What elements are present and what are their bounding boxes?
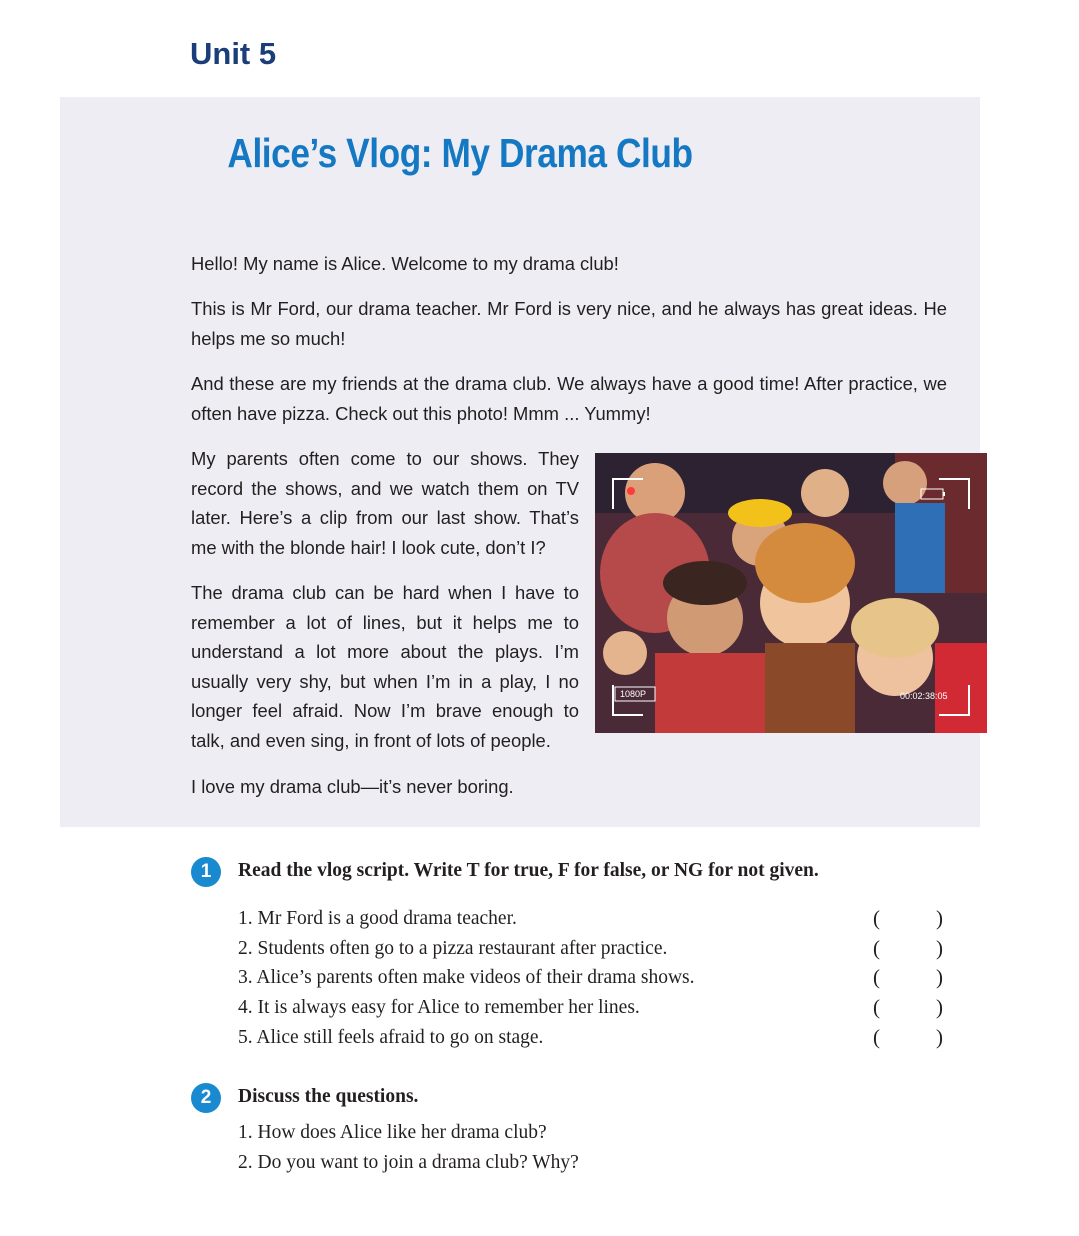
- question-item: 2. Students often go to a pizza restaurant after practice.: [238, 938, 668, 959]
- answer-close-paren: ): [936, 995, 943, 1019]
- exercise-number-badge: 1: [191, 857, 221, 887]
- vlog-paragraph: I love my drama club—it’s never boring.: [191, 776, 514, 797]
- answer-blank[interactable]: [873, 995, 943, 1020]
- discussion-question: 2. Do you want to join a drama club? Why?: [238, 1152, 579, 1173]
- answer-blank[interactable]: [873, 965, 943, 990]
- exercise-instruction: Discuss the questions.: [238, 1086, 419, 1107]
- answer-open-paren: (: [873, 936, 880, 960]
- vlog-paragraph: And these are my friends at the drama club. We always have a good time! After practice, we often have pizza. Check out this photo! Mmm ... Yummy!: [191, 373, 947, 424]
- answer-open-paren: (: [873, 995, 880, 1019]
- answer-close-paren: ): [936, 1025, 943, 1049]
- answer-close-paren: ): [936, 965, 943, 989]
- answer-blank[interactable]: [873, 1025, 943, 1050]
- answer-open-paren: (: [873, 965, 880, 989]
- answer-close-paren: ): [936, 906, 943, 930]
- answer-blank[interactable]: [873, 906, 943, 931]
- question-item: 1. Mr Ford is a good drama teacher.: [238, 908, 517, 929]
- answer-blank[interactable]: [873, 936, 943, 961]
- answer-open-paren: (: [873, 1025, 880, 1049]
- answer-open-paren: (: [873, 906, 880, 930]
- answer-close-paren: ): [936, 936, 943, 960]
- vlog-paragraph: Hello! My name is Alice. Welcome to my drama club!: [191, 253, 619, 274]
- exercise-instruction: Read the vlog script. Write T for true, F for false, or NG for not given.: [238, 860, 819, 881]
- drama-club-video-still: [595, 453, 987, 733]
- resolution-label: 1080P: [620, 689, 647, 699]
- vlog-paragraph: The drama club can be hard when I have to remember a lot of lines, but it helps me to understand a lot more about the plays. I’m usually very shy, but when I’m in a play, I no longer feel afraid. Now I’m brave enough to talk, and even sing, in front of lots of people.: [191, 582, 579, 751]
- vlog-title: Alice’s Vlog: My Drama Club: [227, 130, 693, 176]
- timecode-label: 00:02:38:05: [900, 691, 948, 701]
- unit-heading: Unit 5: [190, 36, 277, 71]
- discussion-question: 1. How does Alice like her drama club?: [238, 1122, 547, 1143]
- vlog-paragraph: My parents often come to our shows. They record the shows, and we watch them on TV later. Here’s a clip from our last show. That’s me with the blonde hair! I look cute, don’t I?: [191, 448, 579, 558]
- question-item: 3. Alice’s parents often make videos of their drama shows.: [238, 967, 695, 988]
- question-item: 5. Alice still feels afraid to go on stage.: [238, 1027, 544, 1048]
- question-item: 4. It is always easy for Alice to remember her lines.: [238, 997, 640, 1018]
- vlog-paragraph: This is Mr Ford, our drama teacher. Mr Ford is very nice, and he always has great ideas. He helps me so much!: [191, 298, 947, 349]
- exercise-number-badge: 2: [191, 1083, 221, 1113]
